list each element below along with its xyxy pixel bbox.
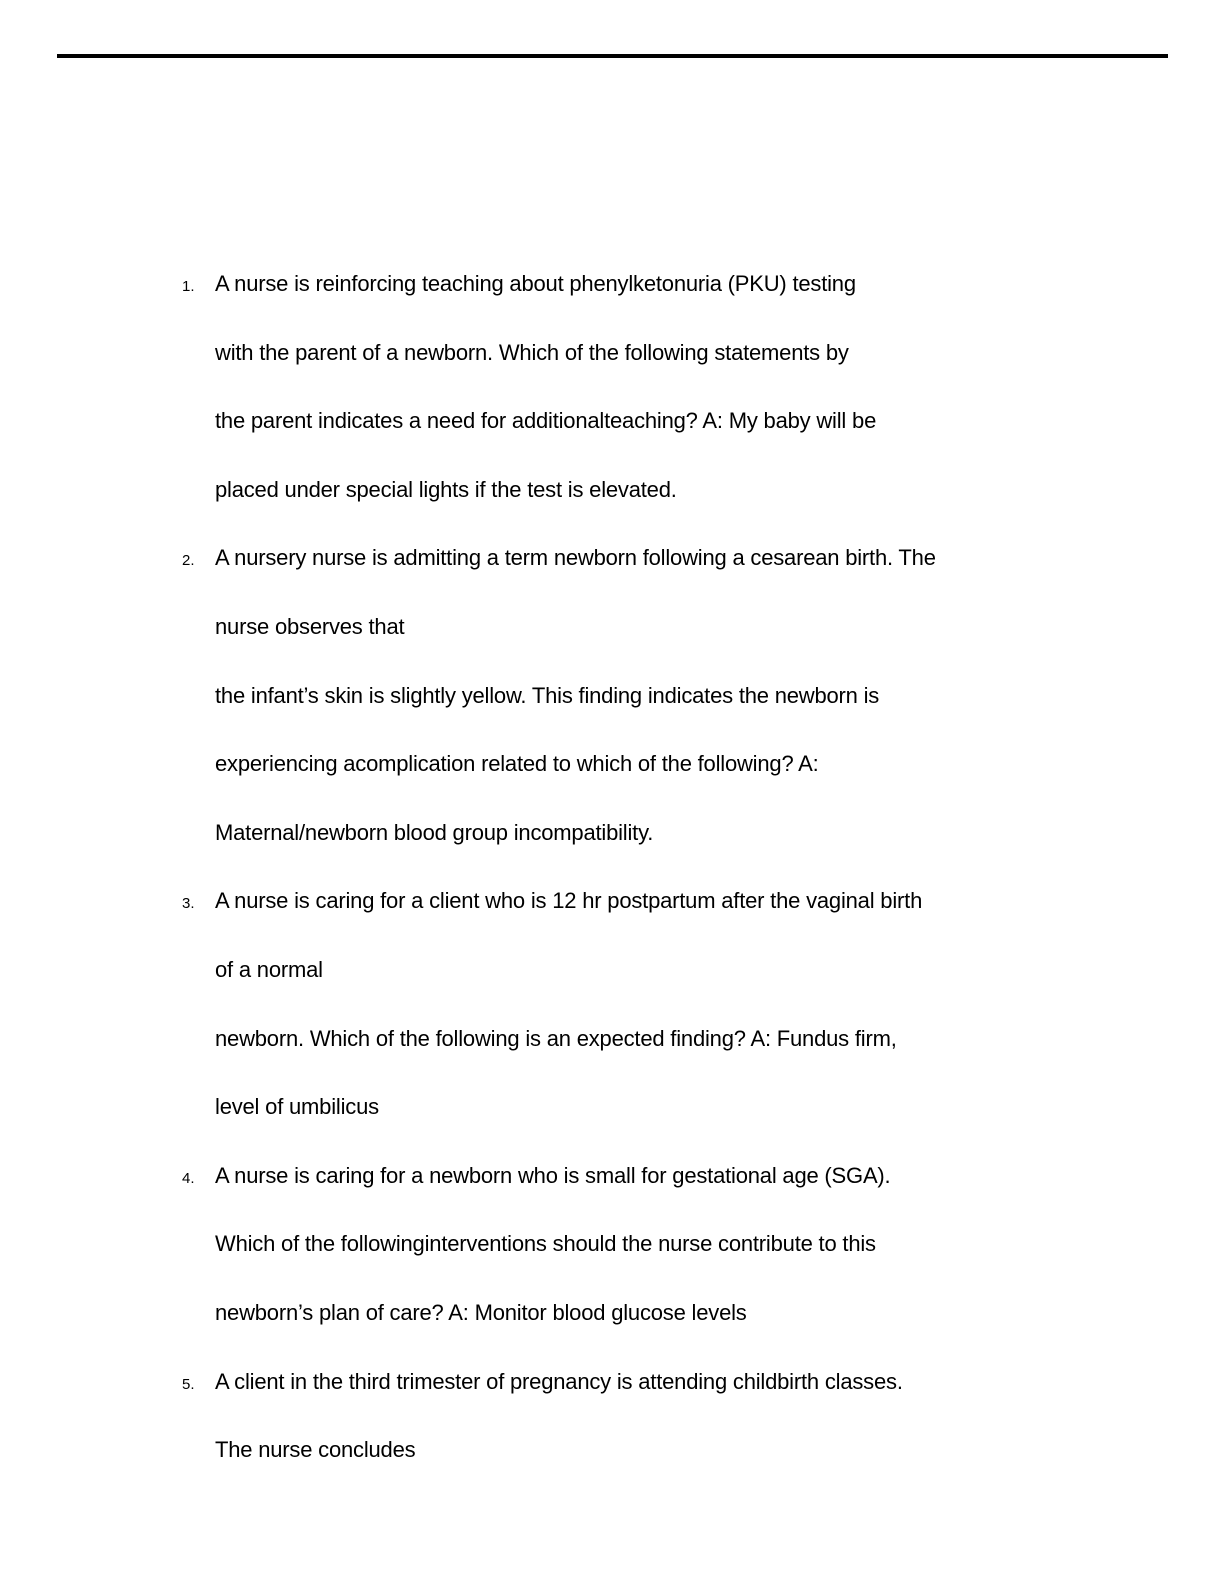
question-4-text: newborn’s plan of care? A: Monitor blood glucose levels [215, 1299, 747, 1325]
question-1-line [182, 250, 1184, 319]
question-5-number: 5. [182, 1375, 195, 1393]
question-3-text: level of umbilicus [215, 1094, 379, 1120]
question-3-text: of a normal [215, 956, 323, 982]
header-rule [57, 54, 1168, 58]
question-2-text: Maternal/newborn blood group incompatibility. [215, 819, 654, 845]
question-4-number: 4. [182, 1169, 195, 1187]
question-list [182, 250, 1184, 1485]
question-2-line [215, 662, 1184, 731]
question-item-2 [182, 524, 1184, 867]
question-5-line [215, 1416, 1184, 1485]
question-item-5 [182, 1348, 1184, 1485]
question-2-text: nurse observes that [215, 613, 405, 639]
question-item-3 [182, 867, 1184, 1141]
question-item-1 [182, 250, 1184, 524]
question-item-4 [182, 1142, 1184, 1348]
question-4-text: Which of the followinginterventions should the nurse contribute to this [215, 1231, 876, 1257]
question-1-line [215, 387, 1184, 456]
question-4-text: A nurse is caring for a newborn who is small for gestational age (SGA). [215, 1162, 891, 1188]
question-1-number: 1. [182, 278, 195, 295]
question-2-line [215, 730, 1184, 799]
question-2-line [215, 799, 1184, 868]
question-1-line [215, 319, 1184, 388]
question-5-text: A client in the third trimester of pregnancy is attending childbirth classes. [215, 1368, 903, 1394]
question-2-number: 2. [182, 552, 195, 570]
question-2-text: the infant’s skin is slightly yellow. This finding indicates the newborn is [215, 682, 880, 708]
question-3-text: newborn. Which of the following is an expected finding? A: Fundus firm, [215, 1025, 897, 1051]
question-2-line [182, 524, 1184, 593]
question-2-text: experiencing acomplication related to which of the following? A: [215, 751, 819, 777]
question-4-line [182, 1142, 1184, 1211]
question-5-line [182, 1348, 1184, 1417]
question-1-line [215, 456, 1184, 525]
question-3-line [215, 936, 1184, 1005]
question-3-line [215, 1005, 1184, 1074]
question-3-line [182, 867, 1184, 936]
question-3-line [215, 1073, 1184, 1142]
question-1-text: the parent indicates a need for additionalteaching? A: My baby will be [215, 408, 877, 434]
question-1-text: A nurse is reinforcing teaching about phenylketonuria (PKU) testing [215, 271, 856, 296]
question-5-text: The nurse concludes [215, 1437, 416, 1463]
question-4-line [215, 1279, 1184, 1348]
question-2-text: A nursery nurse is admitting a term newborn following a cesarean birth. The [215, 545, 936, 571]
question-1-text: with the parent of a newborn. Which of the following statements by [215, 339, 849, 365]
question-3-number: 3. [182, 895, 195, 913]
question-4-line [215, 1210, 1184, 1279]
question-3-text: A nurse is caring for a client who is 12 hr postpartum after the vaginal birth [215, 888, 923, 914]
question-1-text: placed under special lights if the test is elevated. [215, 476, 677, 502]
question-2-line [215, 593, 1184, 662]
